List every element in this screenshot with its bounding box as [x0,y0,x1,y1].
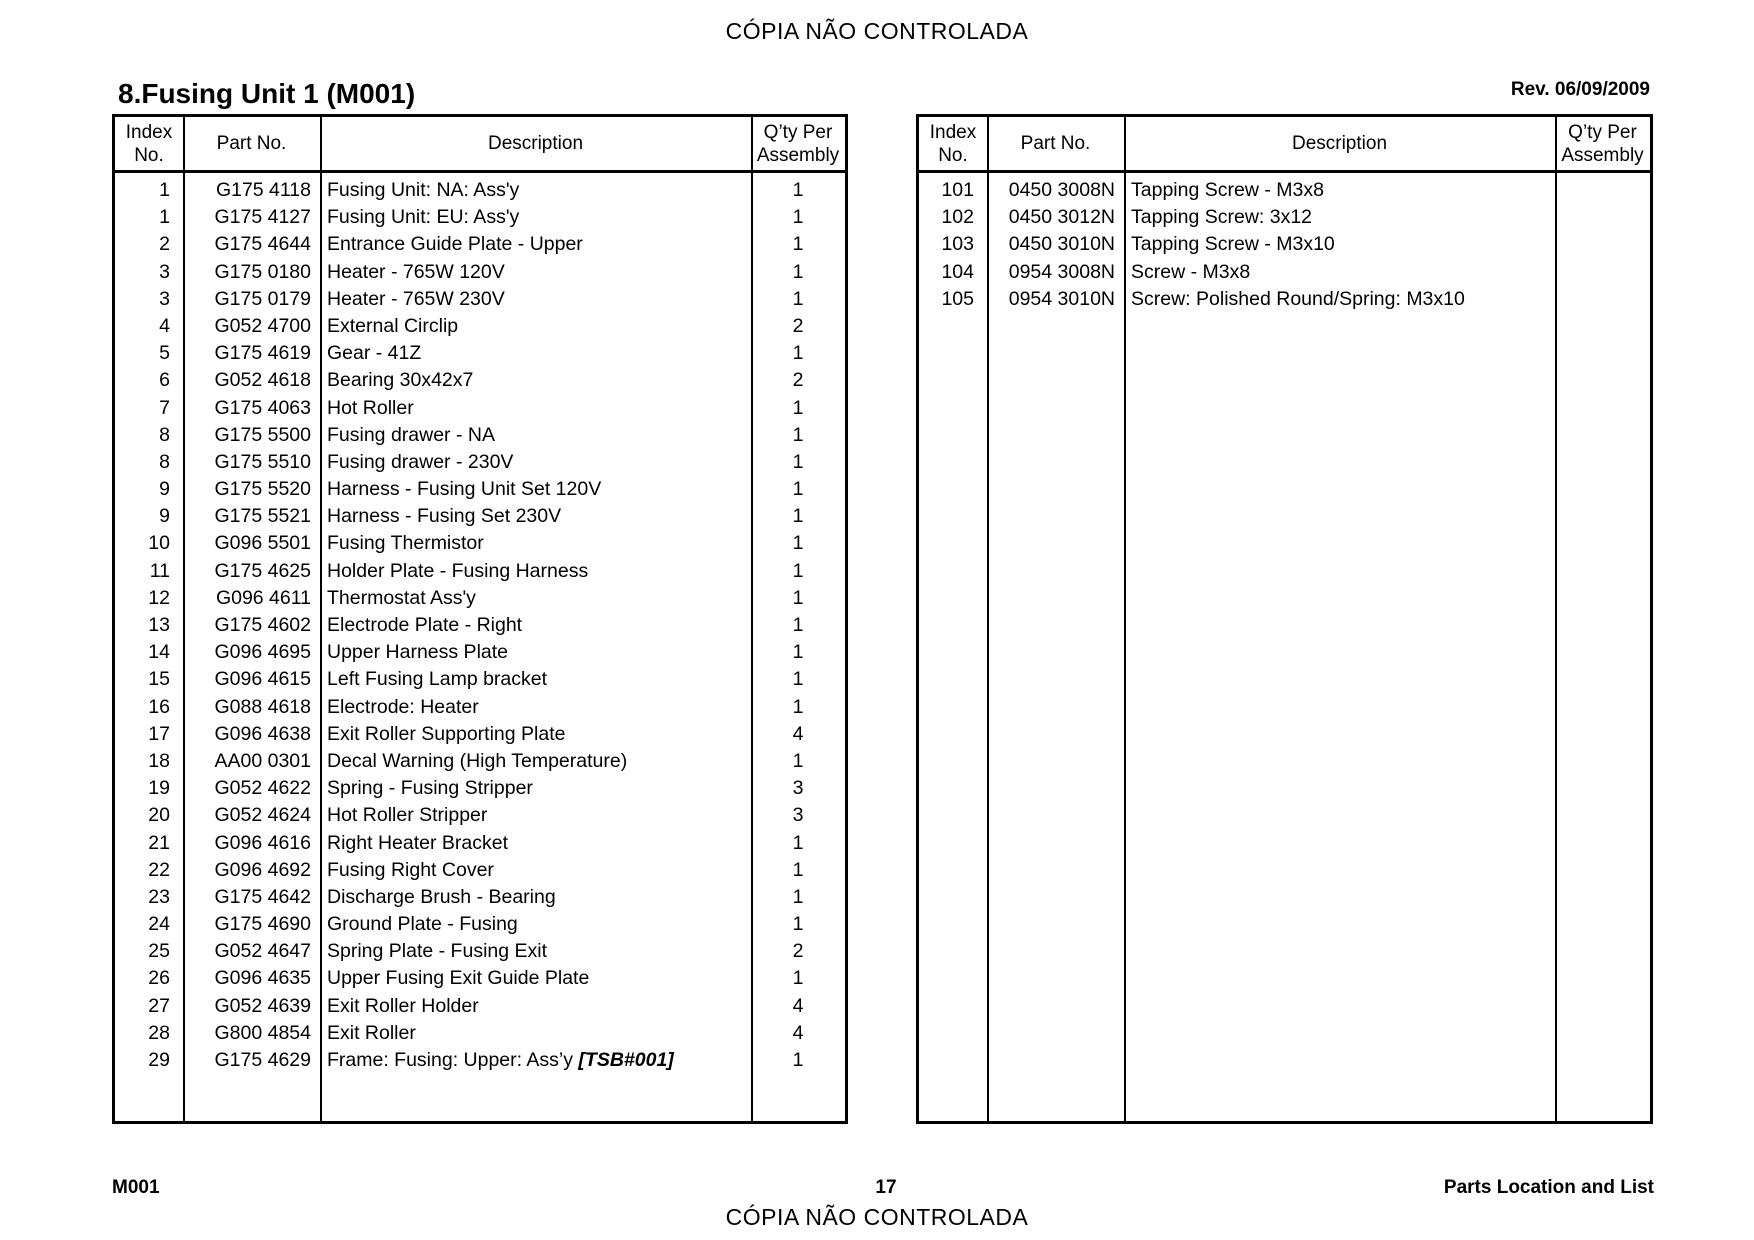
cell-index: 15 [148,668,170,691]
cell-part-no: G175 4602 [214,614,311,636]
cell-description [327,340,421,367]
description-text: Harness - Fusing Set 230V [327,505,562,528]
description-text: Ground Plate - Fusing [327,913,518,936]
cell-part-no: G175 5521 [214,505,311,528]
cell-index: 11 [149,559,170,582]
description-text: Tapping Screw - M3x8 [1131,179,1324,201]
cell-qty: 1 [792,695,804,718]
description-text: Holder Plate - Fusing Harness [327,559,589,582]
description-text: Entrance Guide Plate - Upper [327,233,583,256]
cell-part-no: AA00 0301 [214,749,311,772]
table-row [115,558,845,585]
cell-part-no: G175 4629 [214,1049,311,1071]
description-text: Bearing 30x42x7 [327,369,474,392]
cell-description [1131,231,1335,258]
footer-page-number: 17 [875,1177,897,1198]
cell-description [327,1047,674,1074]
description-text: Spring - Fusing Stripper [327,777,533,800]
cell-description [327,612,522,639]
cell-description [1131,204,1312,231]
description-text: External Circlip [327,314,459,337]
cell-description [327,911,518,938]
cell-index: 1 [159,179,170,201]
cell-qty: 2 [792,314,804,337]
table-row [919,231,1650,258]
cell-index: 7 [159,396,170,419]
cell-qty: 1 [792,233,804,256]
cell-qty: 1 [792,668,804,691]
cell-description [327,1020,416,1047]
cell-qty: 1 [792,260,804,283]
description-text: Frame: Fusing: Upper: Ass’y [327,1049,579,1071]
table-row [115,666,845,693]
table-row [115,965,845,992]
cell-description [327,422,495,449]
cell-index: 13 [148,614,170,636]
cell-index: 6 [159,369,170,392]
table-row [115,340,845,367]
cell-index: 8 [159,423,170,446]
description-text: Discharge Brush - Bearing [327,885,556,908]
page-title: 8.Fusing Unit 1 (M001) [118,78,416,109]
cell-qty: 1 [792,885,804,908]
table-row [115,612,845,639]
cell-index: 103 [941,233,974,256]
description-text: Upper Harness Plate [327,641,509,664]
cell-part-no: G175 4644 [214,233,311,256]
cell-qty: 2 [792,940,804,963]
cell-description [327,585,476,612]
footer-model: M001 [112,1177,160,1198]
cell-part-no: 0954 3008N [1008,260,1115,283]
header-description: Description [487,133,584,154]
cell-qty: 1 [792,749,804,772]
cell-qty: 1 [792,559,804,582]
cell-part-no: G052 4624 [214,804,311,827]
cell-description [327,449,513,476]
description-text: Electrode Plate - Right [327,614,523,636]
table-row [115,204,845,231]
cell-qty: 1 [792,858,804,881]
header-index: Index No. [125,121,173,166]
cell-part-no: G175 4063 [214,396,311,419]
cell-index: 1 [159,206,170,229]
table-row [115,476,845,503]
watermark-bottom: CÓPIA NÃO CONTROLADA [725,1204,1029,1230]
cell-qty: 1 [792,913,804,936]
cell-qty: 1 [792,1049,804,1071]
cell-index: 102 [941,206,974,229]
table-row [115,585,845,612]
description-text: Exit Roller Supporting Plate [327,722,566,745]
description-text: Screw: Polished Round/Spring: M3x10 [1131,287,1465,310]
table-row [115,721,845,748]
cell-qty: 1 [792,342,804,365]
cell-part-no: G175 0180 [214,260,311,283]
table-row [115,884,845,911]
cell-description [327,558,588,585]
cell-description [1131,259,1250,286]
cell-index: 29 [148,1049,170,1071]
cell-qty: 3 [792,804,804,827]
cell-description [327,177,519,204]
cell-index: 9 [159,478,170,501]
table-row [115,395,845,422]
cell-index: 21 [148,831,170,854]
cell-part-no: 0450 3012N [1008,206,1115,229]
table-row [115,422,845,449]
description-text: Tapping Screw - M3x10 [1131,233,1335,256]
cell-qty: 1 [792,532,804,555]
description-text: Tapping Screw: 3x12 [1131,206,1313,229]
cell-index: 25 [148,940,170,963]
description-text: Hot Roller Stripper [327,804,488,827]
description-text: Fusing Unit: NA: Ass'y [327,179,520,201]
table-row [115,503,845,530]
description-text: Fusing Right Cover [327,858,494,881]
cell-index: 3 [159,287,170,310]
cell-qty: 1 [792,505,804,528]
description-text: Exit Roller Holder [327,994,479,1017]
cell-qty: 1 [792,423,804,446]
cell-part-no: G175 4118 [215,179,311,201]
cell-description [1131,177,1324,204]
header-qty: Q’ty Per Assembly [1561,121,1644,166]
description-text: Screw - M3x8 [1131,260,1251,283]
cell-description [327,259,505,286]
watermark-top: CÓPIA NÃO CONTROLADA [725,18,1029,44]
table-row [919,204,1650,231]
table-row [115,775,845,802]
cell-index: 20 [148,804,170,827]
cell-index: 105 [941,287,974,310]
cell-part-no: G052 4618 [214,369,311,392]
cell-index: 22 [148,858,170,881]
cell-part-no: G175 5510 [214,450,311,473]
table-row [115,911,845,938]
cell-description [327,775,533,802]
header-part-no: Part No. [216,133,287,154]
footer-section: Parts Location and List [1443,1177,1654,1198]
description-text: Left Fusing Lamp bracket [327,668,548,691]
cell-qty: 1 [792,179,804,201]
cell-index: 3 [159,260,170,283]
description-text: Heater - 765W 120V [327,260,505,283]
cell-qty: 4 [792,722,804,745]
cell-part-no: G096 4615 [214,668,311,691]
cell-part-no: G175 4625 [214,559,311,582]
cell-index: 5 [159,342,170,365]
cell-description [327,367,473,394]
parts-rows-right [919,173,1650,313]
cell-part-no: G052 4622 [214,777,311,800]
header-description: Description [1291,133,1388,154]
cell-part-no: G175 4642 [214,885,311,908]
cell-qty: 4 [792,994,804,1017]
cell-part-no: G096 5501 [214,532,311,555]
cell-description [327,694,479,721]
cell-description [327,802,487,829]
cell-part-no: G096 4695 [214,641,311,664]
cell-description [1131,286,1465,313]
cell-description [327,313,458,340]
table-row [919,177,1650,204]
revision-date: Rev. 06/09/2009 [1510,79,1650,100]
description-text: Upper Fusing Exit Guide Plate [327,967,590,990]
table-row [919,286,1650,313]
cell-part-no: G175 4690 [214,913,311,936]
description-text: Harness - Fusing Unit Set 120V [327,478,602,501]
cell-qty: 1 [792,586,804,609]
description-text: Spring Plate - Fusing Exit [327,940,548,963]
cell-description [327,395,414,422]
cell-index: 26 [148,967,170,990]
description-text: Fusing Unit: EU: Ass'y [327,206,520,229]
table-row [115,993,845,1020]
cell-part-no: G096 4638 [214,722,311,745]
table-row [115,1020,845,1047]
cell-description [327,503,561,530]
table-row [115,286,845,313]
header-part-no: Part No. [1020,133,1091,154]
cell-qty: 1 [792,450,804,473]
cell-qty: 2 [792,369,804,392]
parts-table-right [916,114,1653,1124]
cell-index: 28 [148,1021,170,1044]
table-row [115,802,845,829]
cell-description [327,938,547,965]
description-text: Right Heater Bracket [327,831,508,854]
cell-index: 27 [148,994,170,1017]
cell-index: 17 [148,722,170,745]
header-qty: Q’ty Per Assembly [756,121,840,166]
cell-qty: 1 [792,641,804,664]
cell-part-no: 0450 3010N [1008,233,1115,256]
cell-index: 18 [148,749,170,772]
description-text: Hot Roller [327,396,414,419]
cell-description [327,993,479,1020]
cell-description [327,286,505,313]
description-text: Exit Roller [327,1021,416,1044]
cell-part-no: G052 4647 [214,940,311,963]
description-text: Gear - 41Z [327,342,422,365]
table-row [115,694,845,721]
cell-index: 104 [941,260,974,283]
cell-qty: 1 [792,967,804,990]
description-text: Fusing Thermistor [327,532,484,555]
cell-description [327,639,508,666]
header-index: Index No. [929,121,977,166]
cell-description [327,666,547,693]
table-row [115,259,845,286]
table-row [115,313,845,340]
cell-part-no: G088 4618 [214,695,311,718]
cell-part-no: G175 0179 [214,287,311,310]
cell-qty: 1 [792,614,804,636]
cell-part-no: G096 4611 [215,586,311,609]
cell-part-no: G175 4619 [214,342,311,365]
table-row [115,938,845,965]
parts-rows-left [115,173,845,1074]
cell-part-no: G175 4127 [214,206,311,229]
cell-qty: 1 [792,478,804,501]
cell-qty: 1 [792,396,804,419]
table-row [115,639,845,666]
table-row [115,367,845,394]
cell-index: 9 [159,505,170,528]
table-row [115,748,845,775]
tsb-reference: [TSB#001] [578,1049,674,1071]
cell-index: 8 [159,450,170,473]
table-row [115,830,845,857]
cell-index: 10 [148,532,170,555]
cell-qty: 1 [792,287,804,310]
cell-description [327,857,494,884]
description-text: Fusing drawer - NA [327,423,495,446]
description-text: Electrode: Heater [327,695,479,718]
description-text: Fusing drawer - 230V [327,450,514,473]
cell-qty: 1 [792,831,804,854]
cell-part-no: G052 4700 [214,314,311,337]
cell-part-no: G096 4635 [214,967,311,990]
cell-index: 24 [148,913,170,936]
description-text: Thermostat Ass'y [327,586,476,609]
cell-index: 4 [159,314,170,337]
cell-part-no: G800 4854 [214,1021,311,1044]
cell-index: 14 [148,641,170,664]
cell-part-no: G175 5500 [214,423,311,446]
table-row [919,259,1650,286]
cell-qty: 1 [792,206,804,229]
cell-description [327,830,508,857]
cell-part-no: G052 4639 [214,994,311,1017]
cell-qty: 3 [792,777,804,800]
table-row [115,449,845,476]
cell-part-no: G175 5520 [214,478,311,501]
description-text: Decal Warning (High Temperature) [327,749,628,772]
cell-description [327,231,583,258]
cell-index: 23 [148,885,170,908]
cell-part-no: G096 4692 [214,858,311,881]
cell-qty: 4 [792,1021,804,1044]
parts-table-left [112,114,848,1124]
cell-index: 101 [941,179,974,201]
cell-index: 12 [148,586,170,609]
cell-index: 19 [148,777,170,800]
cell-description [327,748,627,775]
cell-description [327,721,565,748]
cell-description [327,204,519,231]
description-text: Heater - 765W 230V [327,287,505,310]
table-row [115,857,845,884]
table-row [115,177,845,204]
cell-index: 16 [148,695,170,718]
cell-description [327,530,484,557]
table-row [115,231,845,258]
cell-description [327,965,589,992]
table-row [115,1047,845,1074]
cell-part-no: G096 4616 [214,831,311,854]
cell-part-no: 0450 3008N [1008,179,1115,201]
cell-description [327,884,556,911]
cell-description [327,476,601,503]
cell-index: 2 [159,233,170,256]
table-row [115,530,845,557]
cell-part-no: 0954 3010N [1008,287,1115,310]
